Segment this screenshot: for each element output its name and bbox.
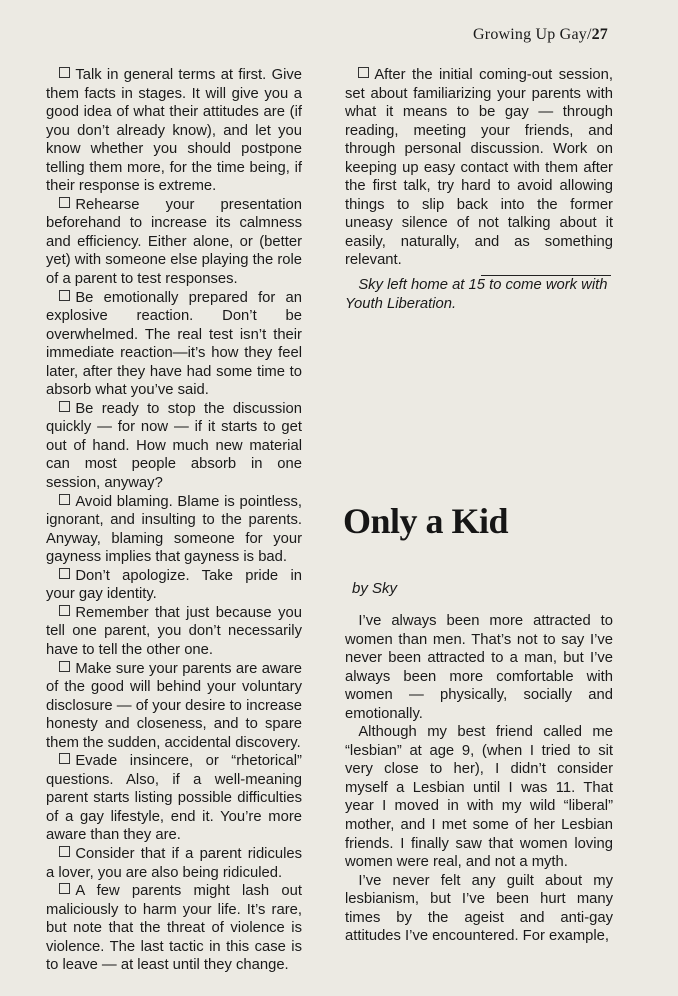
checkbox-icon <box>59 883 70 894</box>
article-title: Only a Kid <box>343 501 509 541</box>
tip-item: Don’t apologize. Take pride in your gay identity. <box>46 567 302 603</box>
checkbox-icon <box>59 846 70 857</box>
right-column-top <box>345 66 613 313</box>
tip-item: Rehearse your presentation beforehand to increase its calmness and efficiency. Either alone, or (better yet) with someone else playing the role of a parent to test responses. <box>46 196 302 288</box>
tip-item: Talk in general terms at first. Give them facts in stages. It will give you a good idea of what their attitudes are (if you don’t already know), and let you know whether you should postpone telling them more, for the time being, if their response is extreme. <box>46 67 302 195</box>
checkbox-icon <box>59 290 70 301</box>
running-header <box>473 26 608 44</box>
checkbox-icon <box>59 494 70 505</box>
checkbox-icon <box>59 753 70 764</box>
left-column <box>46 66 302 975</box>
tip-item: Be emotionally prepared for an explosive reaction. Don’t be overwhelmed. The real test isn’t their immediate reaction—it’s how they feel later, after they have had some time to absorb what you’ve said. <box>46 289 302 399</box>
tip-item: Make sure your parents are aware of the good will behind your voluntary disclosure — of your desire to increase honesty and closeness, and to spare them the sudden, accidental discovery. <box>46 660 302 751</box>
checkbox-icon <box>59 197 70 208</box>
checkbox-icon <box>59 401 70 412</box>
page-number: 27 <box>591 26 608 43</box>
tip-item: Evade insincere, or “rhetorical” questions. Also, if a well-meaning parent starts listing possible difficulties of a gay lifestyle, end it. You’re more aware than they are. <box>46 753 302 844</box>
tip-item: After the initial coming-out session, set about familiarizing your parents with what it means to be gay — through reading, meeting your friends, and through personal discussion. Work on keeping up easy contact with them after the first talk, try hard to avoid allowing things to slip back into the former uneasy silence of not talking about it easily, naturally, and as something relevant. <box>345 67 613 269</box>
author-bio: Sky left home at 15 to come work with Youth Liberation. <box>345 277 608 312</box>
article-paragraph: I’ve never felt any guilt about my lesbianism, but I’ve been hurt many times by the ageist and anti-gay attitudes I’ve encountered. For example, <box>345 872 613 945</box>
checkbox-icon <box>59 67 70 78</box>
checkbox-icon <box>59 568 70 579</box>
tip-item: Avoid blaming. Blame is pointless, ignorant, and insulting to the parents. Anyway, blaming someone for your gayness implies that gayness is bad. <box>46 493 302 566</box>
running-title: Growing Up Gay/ <box>473 26 592 43</box>
article-paragraph: Although my best friend called me “lesbian” at age 9, (when I tried to sit very close to her), I didn’t consider myself a Lesbian until I was 11. That year I moved in with my wild “liberal” mother, and I met some of her Lesbian friends. I finally saw that women loving women were real, and not a myth. <box>345 724 613 871</box>
tip-item: A few parents might lash out maliciously to harm your life. It’s rare, but note that the threat of violence is violence. The last tactic in this case is to leave — at least until they change. <box>46 883 302 974</box>
checkbox-icon <box>358 67 369 78</box>
article-byline: by Sky <box>352 580 398 597</box>
checkbox-icon <box>59 605 70 616</box>
tip-item: Remember that just because you tell one parent, you don’t necessarily have to tell the other one. <box>46 604 302 658</box>
article-body <box>345 612 613 946</box>
checkbox-icon <box>59 661 70 672</box>
tip-item: Be ready to stop the discussion quickly — for now — if it starts to get out of hand. How much new material can most people absorb in one session, anyway? <box>46 400 302 492</box>
article-paragraph: I’ve always been more attracted to women than men. That’s not to say I’ve never been attracted to a man, but I’ve always been more comfortable with women — physically, socially and emotionally. <box>345 613 613 722</box>
tip-item: Consider that if a parent ridicules a lover, you are also being ridiculed. <box>46 845 302 881</box>
